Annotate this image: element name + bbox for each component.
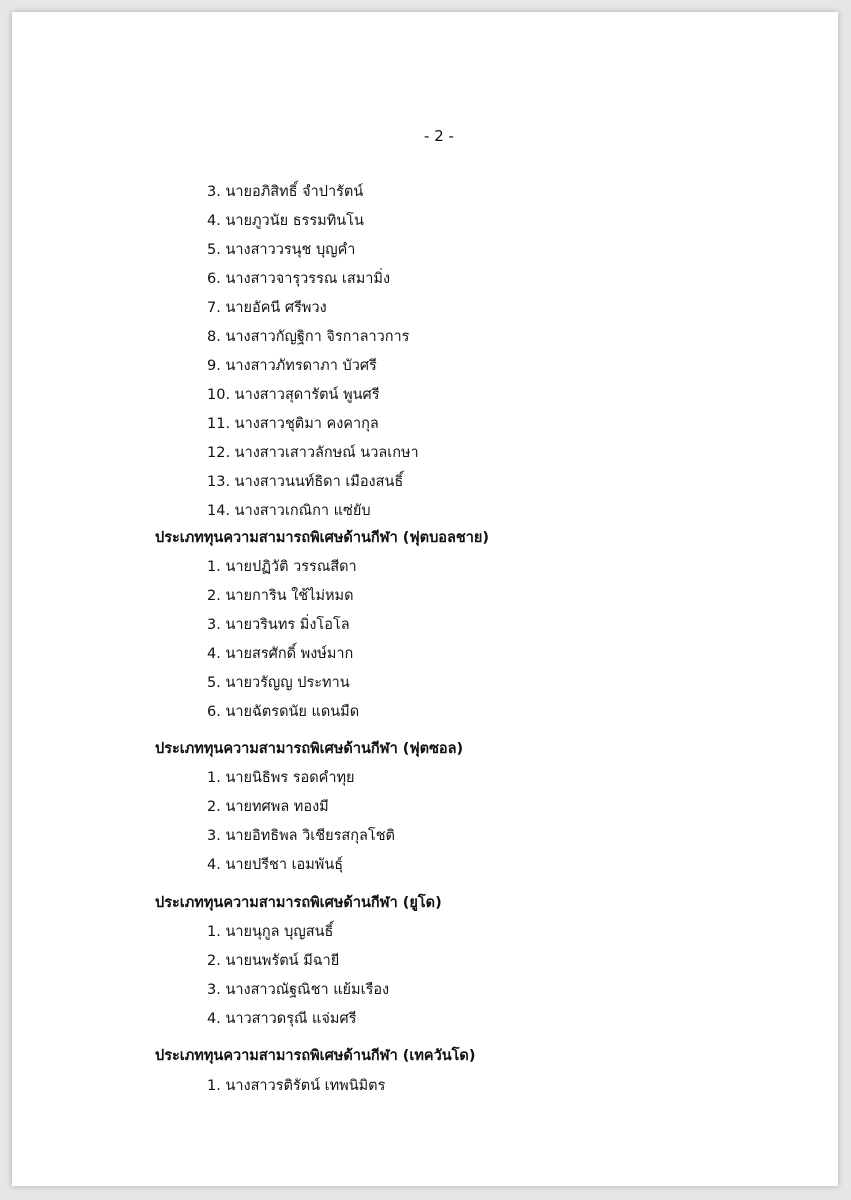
list-item: 11. นางสาวชุติมา คงคากุล: [207, 416, 379, 432]
list-item: 4. นายสรศักดิ์ พงษ์มาก: [207, 646, 354, 662]
list-item: 5. นางสาววรนุช บุญคำ: [207, 242, 356, 258]
list-item: 13. นางสาวนนท์ธิดา เมืองสนธิ์: [207, 474, 404, 490]
list-item: 8. นางสาวกัญฐิกา จิรกาลาวการ: [207, 329, 410, 345]
section-heading-football: ประเภททุนความสามารถพิเศษด้านกีฬา (ฟุตบอลชาย): [155, 530, 489, 546]
list-item: 2. นายนพรัตน์ มีฉายี: [207, 953, 340, 969]
list-item: 3. นางสาวณัฐณิชา แย้มเรือง: [207, 982, 390, 998]
list-item: 12. นางสาวเสาวลักษณ์ นวลเกษา: [207, 445, 419, 461]
section-heading-taekwondo: ประเภททุนความสามารถพิเศษด้านกีฬา (เทควันโด): [155, 1048, 476, 1064]
section-heading-futsal: ประเภททุนความสามารถพิเศษด้านกีฬา (ฟุตซอล): [155, 741, 464, 757]
list-item: 14. นางสาวเกณิกา แซ่ยับ: [207, 503, 371, 519]
list-item: 1. นางสาวรติรัตน์ เทพนิมิตร: [207, 1078, 386, 1094]
list-item: 2. นายการิน ใช้ไม่หมด: [207, 588, 354, 604]
list-item: 6. นายฉัตรดนัย แดนมืด: [207, 704, 360, 720]
list-item: 5. นายวรัญญ ประทาน: [207, 675, 350, 691]
list-item: 4. นาวสาวดรุณี แจ่มศรี: [207, 1011, 357, 1027]
list-item: 9. นางสาวภัทรดาภา บัวศรี: [207, 358, 377, 374]
list-item: 10. นางสาวสุดารัตน์ พูนศรี: [207, 387, 380, 403]
list-item: 6. นางสาวจารุวรรณ เสมามิ่ง: [207, 271, 391, 287]
list-item: 1. นายนุกูล บุญสนธิ์: [207, 924, 334, 940]
list-item: 2. นายทศพล ทองมี: [207, 799, 329, 815]
list-item: 7. นายอัคนี ศรีพวง: [207, 300, 327, 316]
list-item: 3. นายวรินทร มิ่งโอโล: [207, 617, 350, 633]
list-item: 3. นายอิทธิพล วิเชียรสกุลโชติ: [207, 828, 395, 844]
page-number: - 2 -: [424, 127, 454, 145]
list-item: 4. นายภูวนัย ธรรมทินโน: [207, 213, 364, 229]
list-item: 1. นายนิธิพร รอดคำทุย: [207, 770, 355, 786]
list-item: 3. นายอภิสิทธิ์ จำปารัตน์: [207, 184, 364, 200]
list-item: 4. นายปรีชา เอมพันธุ์: [207, 857, 344, 873]
document-page: [12, 12, 838, 1186]
section-heading-judo: ประเภททุนความสามารถพิเศษด้านกีฬา (ยูโด): [155, 895, 442, 911]
list-item: 1. นายปฏิวัติ วรรณสีดา: [207, 559, 357, 575]
